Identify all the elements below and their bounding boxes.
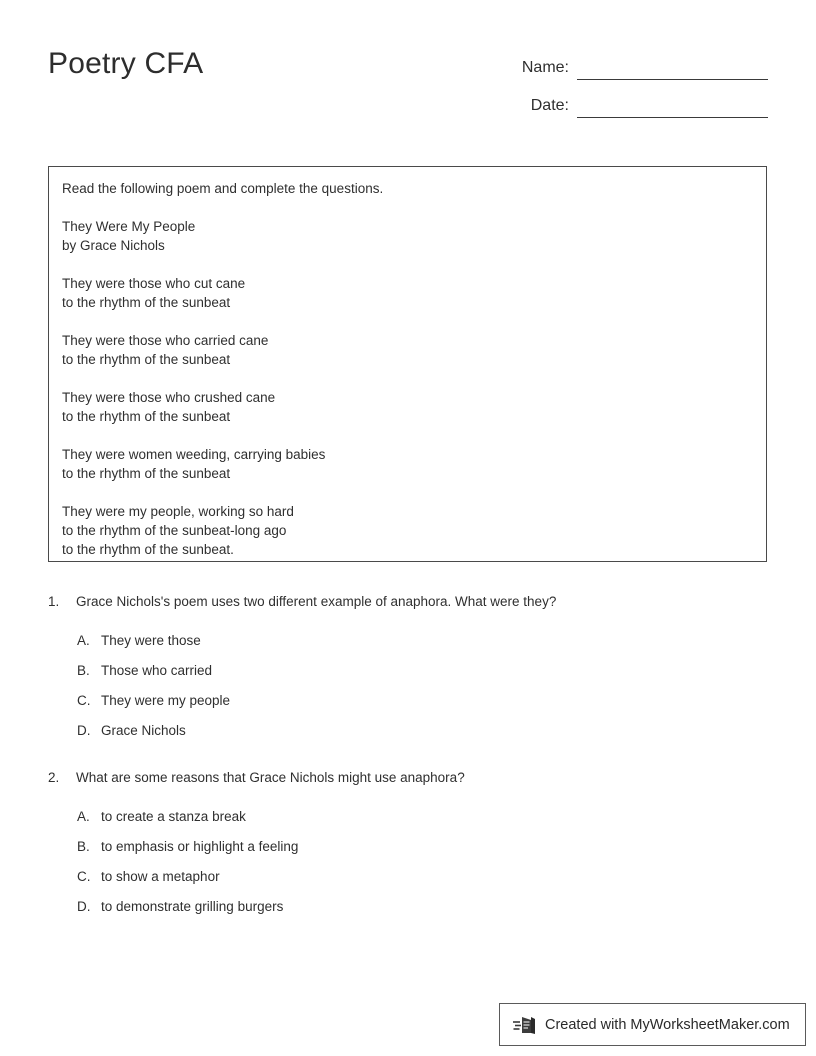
student-info-fields xyxy=(468,49,768,125)
answer-option[interactable] xyxy=(77,807,768,826)
worksheet-header xyxy=(48,44,768,124)
option-text: to emphasis or highlight a feeling xyxy=(101,839,299,854)
answer-option[interactable] xyxy=(77,721,768,740)
poem-line: to the rhythm of the sunbeat. xyxy=(62,542,234,557)
option-letter: A. xyxy=(77,809,90,824)
poem-stanza xyxy=(62,388,752,426)
poem-line: They were those who crushed cane xyxy=(62,390,276,405)
poem-stanza xyxy=(62,502,752,559)
poem-line: They were my people, working so hard xyxy=(62,504,294,519)
option-letter: D. xyxy=(77,899,91,914)
option-text: They were my people xyxy=(101,693,231,708)
answer-option[interactable] xyxy=(77,691,768,710)
questions-list xyxy=(48,592,768,916)
question-block xyxy=(48,592,768,740)
page-title: Poetry CFA xyxy=(48,47,204,80)
question-text: Grace Nichols's poem uses two different example of anaphora. What were they? xyxy=(76,594,557,609)
passage-directions: Read the following poem and complete the questions. xyxy=(62,181,384,196)
name-field-label: Name: xyxy=(521,59,569,76)
option-letter: C. xyxy=(77,869,91,884)
poem-line: They were women weeding, carrying babies xyxy=(62,447,326,462)
question-text: What are some reasons that Grace Nichols might use anaphora? xyxy=(76,770,465,785)
option-text: Grace Nichols xyxy=(101,723,186,738)
name-field-row xyxy=(468,49,768,80)
created-with-label: Created with MyWorksheetMaker.com xyxy=(545,1016,790,1033)
name-input[interactable] xyxy=(577,57,768,80)
question-number: 2. xyxy=(48,770,60,785)
option-letter: B. xyxy=(77,839,90,854)
poem-line: They were those who cut cane xyxy=(62,276,246,291)
answer-option[interactable] xyxy=(77,661,768,680)
option-text: They were those xyxy=(101,633,201,648)
date-field-row xyxy=(468,87,768,118)
poem-line: to the rhythm of the sunbeat xyxy=(62,295,231,310)
question-row xyxy=(48,768,768,787)
poem-heading xyxy=(62,217,752,255)
option-letter: B. xyxy=(77,663,90,678)
answer-options xyxy=(48,631,768,740)
option-letter: D. xyxy=(77,723,91,738)
poem-stanza xyxy=(62,445,752,483)
poem-line: They were those who carried cane xyxy=(62,333,269,348)
passage-box xyxy=(48,166,767,562)
created-with-badge[interactable] xyxy=(499,1003,806,1046)
answer-option[interactable] xyxy=(77,631,768,650)
answer-option[interactable] xyxy=(77,867,768,886)
option-letter: C. xyxy=(77,693,91,708)
date-input[interactable] xyxy=(577,95,768,118)
poem-stanza xyxy=(62,331,752,369)
poem-title: They Were My People xyxy=(62,219,196,234)
poem-line: to the rhythm of the sunbeat-long ago xyxy=(62,523,287,538)
question-number: 1. xyxy=(48,594,60,609)
question-row xyxy=(48,592,768,611)
option-letter: A. xyxy=(77,633,90,648)
answer-option[interactable] xyxy=(77,897,768,916)
answer-option[interactable] xyxy=(77,837,768,856)
answer-options xyxy=(48,807,768,916)
option-text: Those who carried xyxy=(101,663,213,678)
option-text: to create a stanza break xyxy=(101,809,246,824)
passage-content xyxy=(49,167,766,569)
option-text: to demonstrate grilling burgers xyxy=(101,899,284,914)
poem-line: to the rhythm of the sunbeat xyxy=(62,409,231,424)
worksheet-maker-logo-icon xyxy=(512,1013,538,1037)
poem-author: by Grace Nichols xyxy=(62,238,165,253)
poem-line: to the rhythm of the sunbeat xyxy=(62,352,231,367)
option-text: to show a metaphor xyxy=(101,869,220,884)
question-block xyxy=(48,768,768,916)
poem-stanzas xyxy=(62,274,752,559)
poem-stanza xyxy=(62,274,752,312)
poem-line: to the rhythm of the sunbeat xyxy=(62,466,231,481)
date-field-label: Date: xyxy=(530,97,569,114)
